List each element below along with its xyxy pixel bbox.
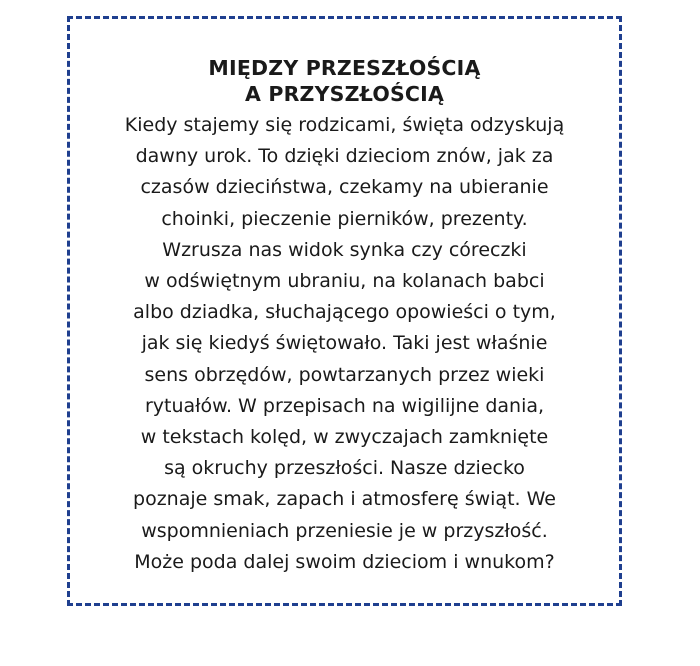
body-line: choinki, pieczenie pierników, prezenty. [161, 207, 528, 230]
body-line: rytuałów. W przepisach na wigilijne dania, [144, 394, 545, 417]
body-line: jak się kiedyś świętowało. Taki jest właśnie [141, 332, 548, 355]
body-line: są okruchy przeszłości. Nasze dziecko [164, 457, 525, 480]
body-line: Może poda dalej swoim dzieciom i wnukom? [134, 550, 555, 573]
body-line: czasów dzieciństwa, czekamy na ubieranie [140, 176, 549, 199]
title-line: A PRZYSZŁOŚCIĄ [244, 82, 445, 106]
body-line: poznaje smak, zapach i atmosferę świąt. We [133, 488, 556, 511]
body-line: sens obrzędów, powtarzanych przez wieki [144, 363, 545, 386]
body-line: albo dziadka, słuchającego opowieści o tym, [133, 301, 556, 324]
body-line: w odświętnym ubraniu, na kolanach babci [144, 270, 545, 293]
body-line: Wzrusza nas widok synka czy córeczki [162, 238, 527, 261]
title-line: MIĘDZY PRZESZŁOŚCIĄ [208, 56, 481, 80]
body-line: Kiedy stajemy się rodzicami, święta odzyskują [124, 114, 565, 136]
text-box-content [70, 55, 619, 578]
dashed-text-box [67, 16, 622, 606]
box-body-text [70, 110, 619, 578]
body-line: w tekstach kolęd, w zwyczajach zamknięte [140, 426, 549, 449]
body-line: dawny urok. To dzięki dzieciom znów, jak za [135, 145, 554, 168]
body-line: wspomnieniach przeniesie je w przyszłość. [141, 519, 548, 542]
box-title [70, 55, 619, 107]
